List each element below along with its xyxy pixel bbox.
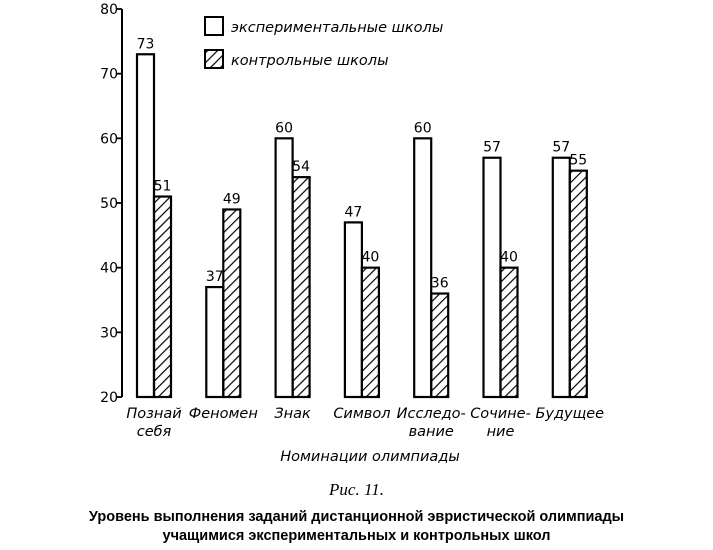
experimental-bar [206,287,223,397]
control-value-label: 51 [153,178,172,195]
control-value-label: 55 [569,152,588,169]
legend-swatch-experimental [205,17,223,35]
figure-caption-line-1: Уровень выполнения заданий дистанционной эвристической олимпиады [88,509,625,525]
experimental-value-label: 47 [344,204,363,221]
category-label: себя [136,424,172,440]
category-label: вание [408,424,454,440]
legend-swatch-control [205,50,223,68]
figure-caption [0,508,713,546]
figure-number: Рис. 11. [329,480,384,499]
category-label: Познай [126,406,182,422]
control-bar [501,268,518,397]
y-tick-label: 80 [100,2,118,18]
control-bar [293,177,310,397]
experimental-value-label: 73 [136,36,155,53]
experimental-bar [276,138,293,397]
experimental-value-label: 57 [552,139,571,156]
control-bar [431,294,448,397]
control-bar [154,197,171,397]
y-tick-label: 20 [100,390,118,406]
y-tick-label: 70 [100,66,118,83]
category-label: ние [486,424,515,440]
experimental-bar [137,54,154,397]
control-value-label: 40 [500,249,518,266]
y-tick-label: 60 [100,131,118,148]
experimental-value-label: 37 [205,269,224,286]
y-tick-label: 30 [100,325,118,342]
legend-label-experimental: экспериментальные школы [231,20,444,36]
x-axis-title: Номинации олимпиады [280,449,460,465]
y-tick-label: 50 [100,196,118,212]
category-label: Исследо- [396,406,466,422]
experimental-value-label: 60 [275,120,294,137]
figure-caption-line-2: учащимися экспериментальных и контрольных школ [162,528,551,544]
y-tick-label: 40 [100,260,118,277]
experimental-bar [414,138,431,397]
category-label: Знак [274,406,311,422]
experimental-value-label: 57 [483,139,501,156]
control-bar [570,171,587,397]
category-label: Будущее [535,406,605,422]
legend-label-control: контрольные школы [231,53,389,69]
experimental-bar [484,158,501,397]
control-value-label: 49 [222,191,241,208]
control-bar [362,268,379,397]
category-label: Сочине- [470,406,531,422]
experimental-bar [345,222,362,397]
experimental-value-label: 60 [413,120,432,137]
control-value-label: 54 [292,159,311,176]
control-value-label: 40 [361,249,380,266]
category-label: Символ [333,406,391,422]
control-bar [223,209,240,397]
control-value-label: 36 [430,275,449,292]
category-label: Феномен [188,406,258,422]
experimental-bar [553,158,570,397]
